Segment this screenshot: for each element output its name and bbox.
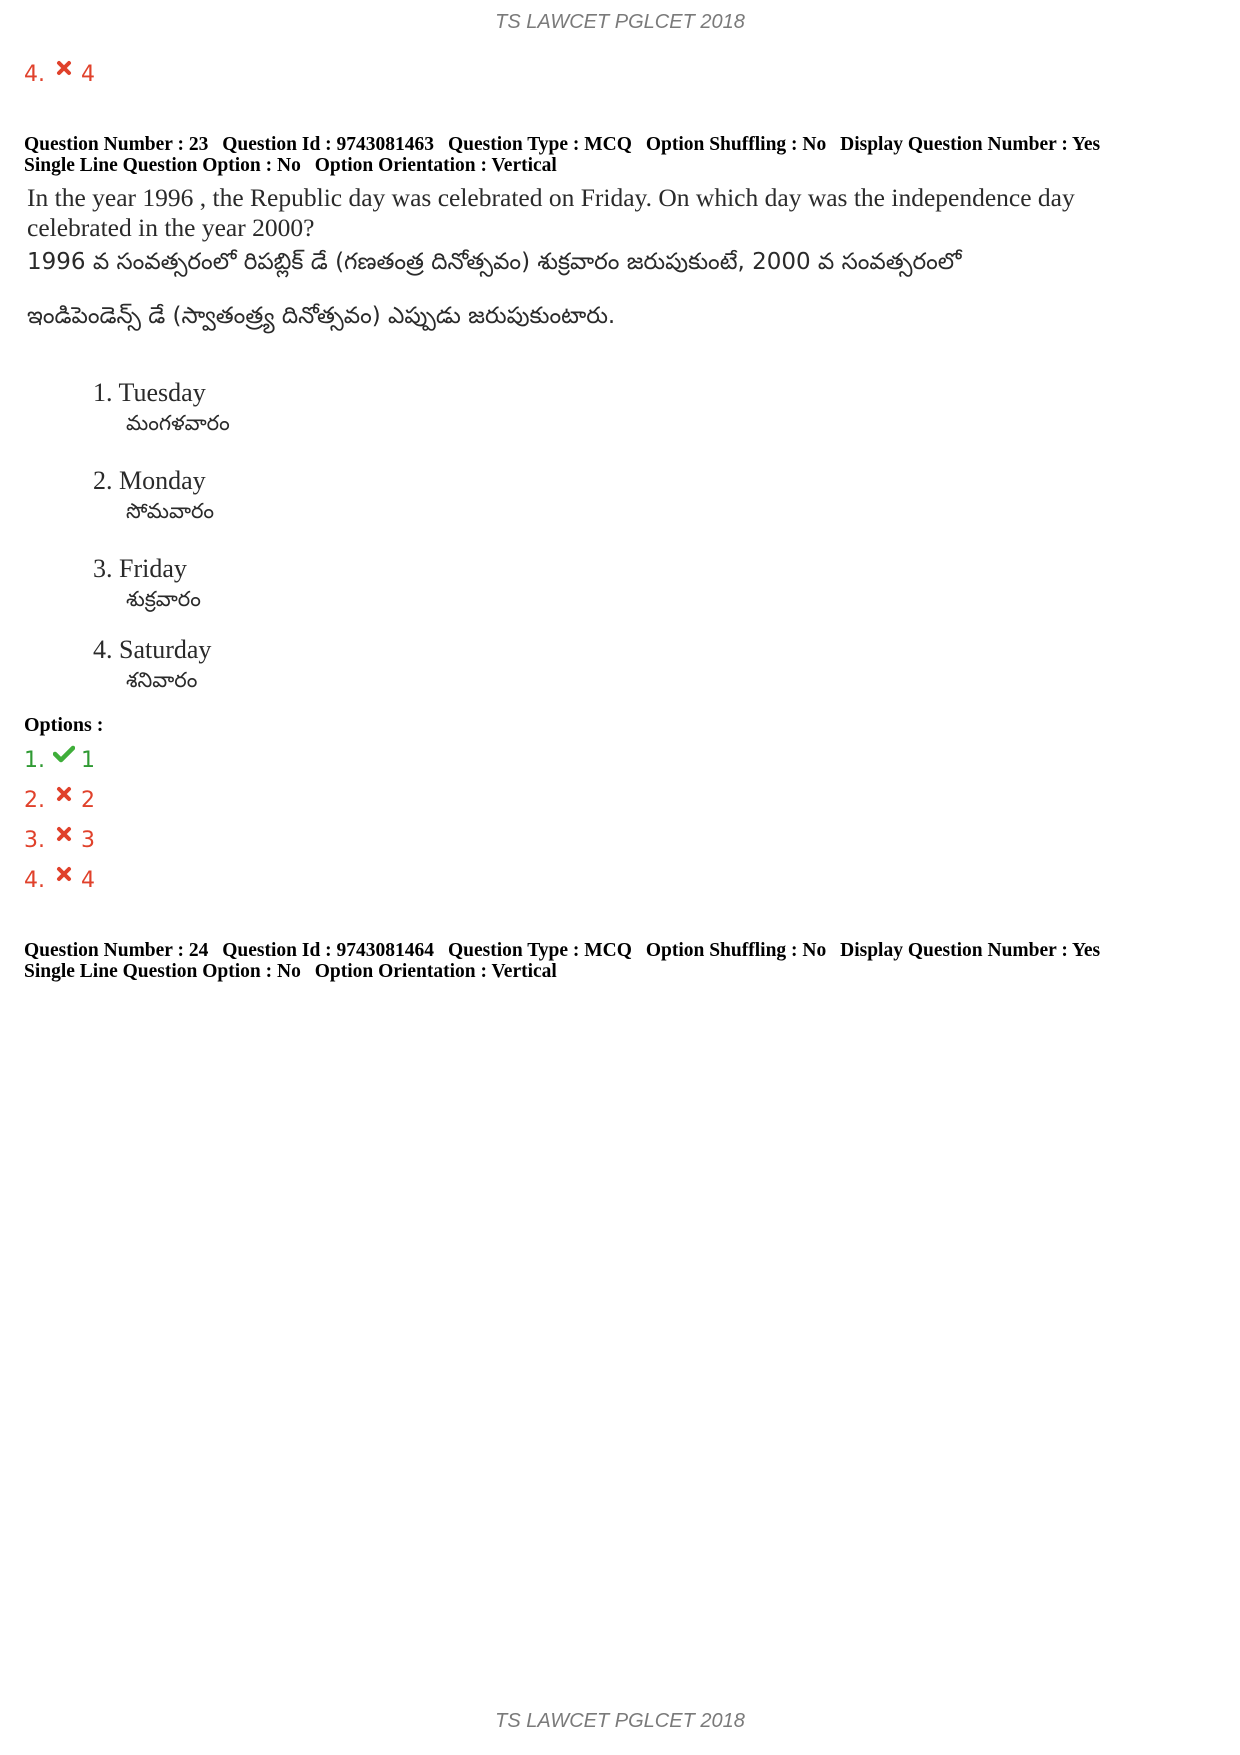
question-number: Question Number : 24: [24, 940, 209, 961]
option-number: 1.: [24, 748, 45, 773]
choice-te: శనివారం: [126, 668, 198, 692]
cross-icon: [51, 55, 77, 81]
choice-3: [93, 554, 201, 614]
option-value: 3: [81, 828, 95, 853]
choice-te: మంగళవారం: [126, 411, 230, 435]
choice-en: 4. Saturday: [93, 635, 212, 664]
choice-en: 1. Tuesday: [93, 378, 206, 407]
choice-te: శుక్రవారం: [126, 587, 201, 611]
question-23-text-te-line1: 1996 వ సంవత్సరంలో రిపబ్లిక్ డే (గణతంత్ర దినోత్సవం) శుక్రవారం జరుపుకుంటే, 2000 వ సంవత్సరంలో: [27, 249, 962, 275]
option-2: [24, 788, 95, 814]
option-number: 3.: [24, 828, 45, 853]
cross-icon: [51, 861, 77, 887]
single-line-option: Single Line Question Option : No: [24, 155, 301, 176]
option-orientation: Option Orientation : Vertical: [314, 961, 557, 982]
option-number: 4.: [24, 62, 45, 87]
option-shuffling: Option Shuffling : No: [645, 134, 827, 155]
question-type: Question Type : MCQ: [447, 134, 632, 155]
cross-icon: [51, 821, 77, 847]
choice-4: [93, 635, 211, 695]
option-value: 2: [81, 788, 95, 813]
check-icon: [51, 741, 77, 767]
option-1: [24, 748, 95, 774]
question-24-meta: [24, 940, 1224, 982]
option-shuffling: Option Shuffling : No: [645, 940, 827, 961]
choice-1: [93, 378, 230, 438]
option-value: 1: [81, 748, 95, 773]
choice-te: సోమవారం: [126, 499, 215, 523]
option-orientation: Option Orientation : Vertical: [314, 155, 557, 176]
question-23-text-en-line2: celebrated in the year 2000?: [27, 213, 315, 242]
option-number: 2.: [24, 788, 45, 813]
options-label: Options :: [24, 714, 104, 736]
choice-2: [93, 466, 214, 526]
option-value: 4: [81, 868, 95, 893]
option-3: [24, 828, 95, 854]
question-type: Question Type : MCQ: [447, 940, 632, 961]
question-23-text-en-line1: In the year 1996 , the Republic day was celebrated on Friday. On which day was the independence day: [27, 183, 1075, 212]
choice-en: 3. Friday: [93, 554, 187, 583]
page-footer: TS LAWCET PGLCET 2018: [495, 1710, 745, 1732]
question-id: Question Id : 9743081464: [222, 940, 435, 961]
display-question-number: Display Question Number : Yes: [840, 940, 1101, 961]
display-question-number: Display Question Number : Yes: [840, 134, 1101, 155]
single-line-option: Single Line Question Option : No: [24, 961, 301, 982]
choice-en: 2. Monday: [93, 466, 206, 495]
page-header: TS LAWCET PGLCET 2018: [495, 11, 745, 33]
cross-icon: [51, 781, 77, 807]
prev-option-4: [24, 62, 95, 88]
option-value: 4: [81, 62, 95, 87]
option-number: 4.: [24, 868, 45, 893]
question-id: Question Id : 9743081463: [222, 134, 435, 155]
question-number: Question Number : 23: [24, 134, 209, 155]
question-23-text-te-line2: ఇండిపెండెన్స్ డే (స్వాతంత్ర్య దినోత్సవం) ఎప్పుడు జరుపుకుంటారు.: [27, 303, 616, 329]
question-23-meta: [24, 134, 1224, 176]
option-4: [24, 868, 95, 894]
